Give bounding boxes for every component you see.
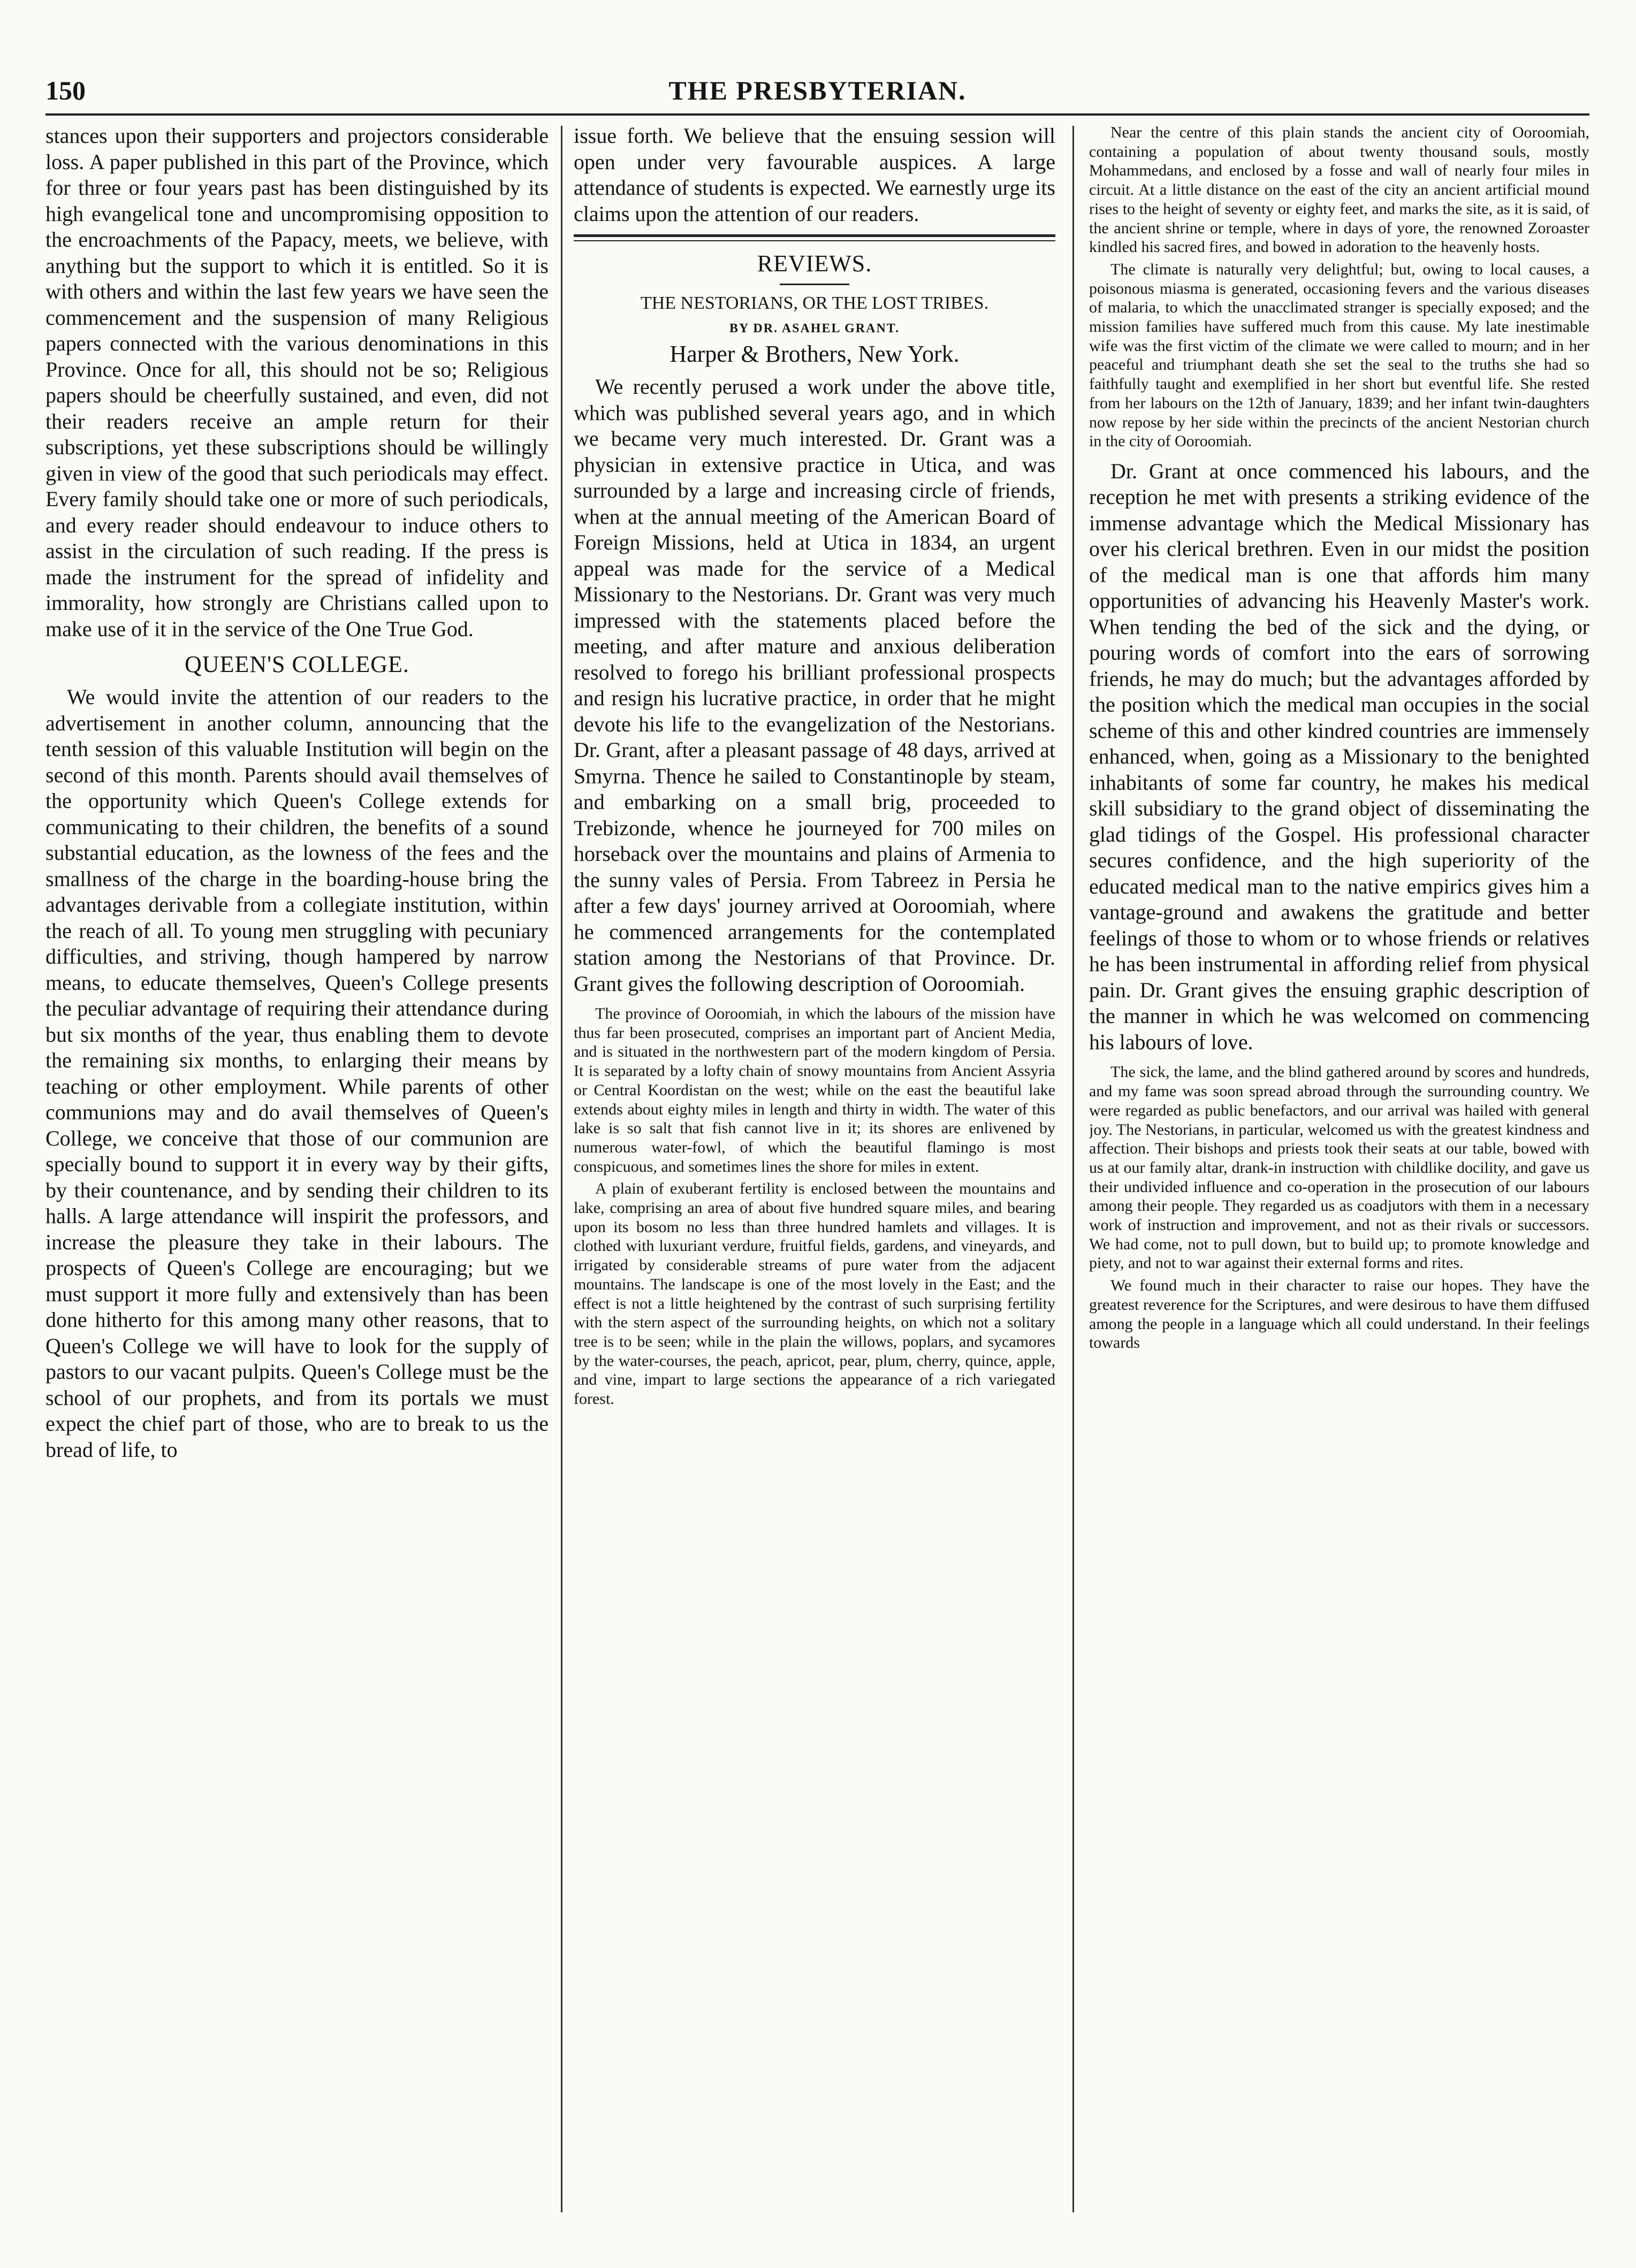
journal-title: THE PRESBYTERIAN. — [668, 75, 967, 105]
column-1 — [45, 123, 549, 2236]
college-conclusion-paragraph: issue forth. We believe that the ensuing session will open under very favourable auspices. A large attendance of students is expected. We earnestly urge its claims upon the attention of our readers. — [574, 124, 1055, 226]
header-rule — [45, 113, 1589, 116]
section-heading-reviews: REVIEWS. — [757, 250, 872, 277]
column-separator — [1072, 126, 1074, 2212]
review-author: BY DR. ASAHEL GRANT. — [729, 322, 900, 335]
section-rule — [574, 234, 1055, 241]
short-rule — [780, 284, 849, 285]
extract-paragraph: A plain of exuberant fertility is enclosed between the mountains and lake, comprising an area of about five hundred square miles, and bearing upon its bosom no less than three hundred hamlets and villages. It is clothed with luxuriant verdure, fruitful fields, gardens, and vineyards, and irrigated by considerable streams of pure water from the adjacent mountains. The landscape is one of the most lovely in the East; and the effect is not a little heightened by the contrast of such surprising fertility with the stern aspect of the surrounding heights, on which not a solitary tree is to be seen; while in the plain the willows, poplars, and sycamores by the water-courses, the peach, apricot, pear, plum, cherry, quince, apple, and vine, impart to large sections the appearance of a rich variegated forest. — [574, 1180, 1055, 1408]
running-head — [45, 75, 1589, 112]
review-paragraph: We recently perused a work under the above title, which was published several years ago, and in which we became very much interested. Dr. Grant was a physician in extensive practice in Utica, and was surrounded by a large and increasing circle of friends, when at the annual meeting of the American Board of Foreign Missions, held at Utica in 1834, an urgent appeal was made for the service of a Medical Missionary to the Nestorians. Dr. Grant was very much impressed with the statements placed before the meeting, and after mature and anxious deliberation resolved to forego his brilliant professional prospects and resign his lucrative practice, in order that he might devote his life to the evangelization of the Nestorians. Dr. Grant, after a pleasant passage of 48 days, arrived at Smyrna. Thence he sailed to Constantinople by steam, and embarking on a small brig, proceeded to Trebizonde, whence he journeyed for 700 miles on horseback over the mountains and plains of Armenia to the sunny vales of Persia. From Tabreez in Persia he after a few days' journey arrived at Ooroomiah, where he commenced arrangements for the contemplated station among the Nestorians of that Province. Dr. Grant gives the following description of Ooroomiah. — [574, 375, 1055, 996]
extract-paragraph: We found much in their character to raise our hopes. They have the greatest reverence for the Scriptures, and were desirous to have them diffused among the people in a language which all could understand. In their feelings towards — [1089, 1277, 1589, 1352]
extract-paragraph: The climate is naturally very delightful; but, owing to local causes, a poisonous miasma is generated, occasioning fevers and the various diseases of malaria, to which the unacclimated stranger is specially exposed; and the mission families have suffered much from this cause. My late inestimable wife was the first victim of the climate we were called to mourn; and in her peaceful and triumphant death she set the seal to the truths she had so faithfully taught and exemplified in her short but eventful life. She rested from her labours on the 12th of January, 1839; and her infant twin-daughters now repose by her side within the precincts of the ancient Nestorian church in the city of Ooroomiah. — [1089, 260, 1589, 450]
page-number: 150 — [45, 75, 86, 105]
press-paragraph: stances upon their supporters and projectors considerable loss. A paper published in this part of the Province, which for three or four years past has been distinguished by its high evangelical tone and uncompromising opposition to the encroachments of the Papacy, meets, we believe, with anything but the support to which it is entitled. So it is with others and within the last few years we have seen the commencement and the suspension of many Religious papers connected with the various denominations in this Province. Once for all, this should not be so; Religious papers should be cheerfully sustained, and even, did not their readers receive an ample return for their subscriptions, yet these subscriptions should be willingly given in view of the good that such periodicals may effect. Every family should take one or more of such periodicals, and every reader should endeavour to induce others to assist in the circulation of such reading. If the press is made the instrument for the spread of infidelity and immorality, how strongly are Christians called upon to make use of it in the service of the One True God. — [45, 124, 549, 641]
queens-college-paragraph: We would invite the attention of our readers to the advertisement in another column, announcing that the tenth session of this valuable Institution will begin on the second of this month. Parents should avail themselves of the opportunity which Queen's College extends for communicating to their children, the benefits of a sound substantial education, as the lowness of the fees and the smallness of the charge in the boarding-house bring the advantages derivable from a collegiate institution, within the reach of all. To young men struggling with pecuniary difficulties, and striving, though hampered by narrow means, to educate themselves, Queen's College presents the peculiar advantage of requiring their attendance during but six months of the year, thus enabling them to devote the remaining six months, to enlarging their means by teaching or other employment. While parents of other communions may and do avail themselves of Queen's College, we conceive that those of our communion are specially bound to support it in every way by their gifts, by their countenance, and by sending their children to its halls. A large attendance will inspirit the professors, and increase the pleasure they take in their labours. The prospects of Queen's College are encouraging; but we must support it more fully and extensively than has been done hitherto for this among many other reasons, that to Queen's College we will have to look for the supply of pastors to our vacant pulpits. Queen's College must be the school of our prophets, and from its portals we must expect the chief part of those, who are to break to us the bread of life, to — [45, 685, 549, 1462]
review-publisher: Harper & Brothers, New York. — [669, 341, 960, 367]
column-3 — [1089, 123, 1589, 2236]
extract-paragraph: The province of Ooroomiah, in which the labours of the mission have thus far been prosecuted, comprises an important part of Ancient Media, and is situated in the northwestern part of the modern kingdom of Persia. It is separated by a lofty chain of snowy mountains from Ancient Assyria or Central Koordistan on the west; while on the east the beautiful lake extends about eighty miles in length and thirty in width. The water of this lake is so salt that fish cannot live in it; its shores are enlivened by numerous water-fowl, of which the beautiful flamingo is most conspicuous, and sometimes lines the shore for miles in extent. — [574, 1005, 1055, 1175]
extract-paragraph: Near the centre of this plain stands the ancient city of Ooroomiah, containing a population of about twenty thousand souls, mostly Mohammedans, and enclosed by a fosse and wall of nearly four miles in circuit. At a little distance on the east of the city an ancient artificial mound rises to the height of seventy or eighty feet, and marks the site, as it is said, of the ancient shrine or temple, where in days of yore, the renowned Zoroaster kindled his sacred fires, and bowed in adoration to the heavenly hosts. — [1089, 124, 1589, 256]
review-paragraph: Dr. Grant at once commenced his labours, and the reception he met with presents a striking evidence of the immense advantage which the Medical Missionary has over his clerical brethren. Even in our midst the position of the medical man is one that affords him many opportunities of advancing his Heavenly Master's work. When tending the bed of the sick and the dying, or pouring words of comfort into the ears of sorrowing friends, he may do much; but the advantages afforded by the position which the medical man occupies in the social scheme of this and other kindred countries are immensely enhanced, when, going as a Missionary to the benighted inhabitants of some far country, he makes his medical skill subsidiary to the grand object of disseminating the glad tidings of the Gospel. His professional character secures confidence, and the high superiority of the educated medical man to the native empirics gives him a vantage-ground and awakens the gratitude and better feelings of those to whom or to whose friends or relatives he has been instrumental in affording relief from physical pain. Dr. Grant gives the ensuing graphic description of the manner in which he was welcomed on commencing his labours of love. — [1089, 459, 1589, 1054]
column-separator — [561, 126, 562, 2212]
review-title: THE NESTORIANS, OR THE LOST TRIBES. — [640, 293, 989, 313]
extract-paragraph: The sick, the lame, and the blind gathered around by scores and hundreds, and my fame was soon spread abroad through the surrounding country. We were regarded as public benefactors, and our arrival was hailed with general joy. The Nestorians, in particular, welcomed us with the greatest kindness and affection. Their bishops and priests took their seats at our table, bowed with us at our family altar, drank-in instruction with childlike docility, and gave us their undivided influence and co-operation in the prosecution of our labours among their people. They regarded us as coadjutors with them in a necessary work of instruction and improvement, and not as their rivals or successors. We had come, not to pull down, but to build up; to promote knowledge and piety, and not to war against their external forms and rites. — [1089, 1063, 1589, 1272]
column-2 — [574, 123, 1055, 2236]
section-heading-queens-college: QUEEN'S COLLEGE. — [185, 651, 409, 677]
